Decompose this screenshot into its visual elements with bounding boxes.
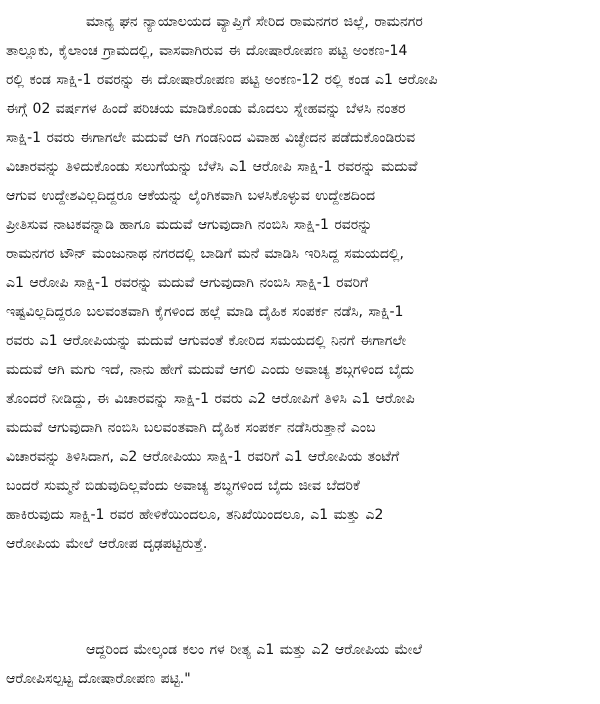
paragraph-1-line: ತೊಂದರೆ ನೀಡಿದ್ದು, ಈ ವಿಚಾರವನ್ನು ಸಾಕ್ಷಿ-1 ರವರು ಎ2 ಆರೋಪಿಗೆ ತಿಳಿಸಿ ಎ1 ಆರೋಪಿ: [6, 391, 415, 407]
paragraph-1-line: ರವರು ಎ1 ಆರೋಪಿಯನ್ನು ಮದುವೆ ಆಗುವಂತೆ ಕೋರಿದ ಸಮಯದಲ್ಲಿ ನಿನಗೆ ಈಗಾಗಲೇ: [6, 333, 407, 349]
paragraph-1-line: ಹಾಕಿರುವುದು ಸಾಕ್ಷಿ-1 ರವರ ಹೇಳಿಕೆಯಿಂದಲೂ, ತನಿಖೆಯಿಂದಲೂ, ಎ1 ಮತ್ತು ಎ2: [6, 507, 384, 523]
paragraph-1-line: ಎ1 ಆರೋಪಿ ಸಾಕ್ಷಿ-1 ರವರನ್ನು ಮದುವೆ ಆಗುವುದಾಗಿ ನಂಬಿಸಿ ಸಾಕ್ಷಿ-1 ರವರಿಗೆ: [6, 275, 369, 291]
paragraph-2-line: ಆರೋಪಿಸಲ್ಪಟ್ಟ ದೋಷಾರೋಪಣ ಪಟ್ಟಿ.": [6, 671, 191, 687]
paragraph-1-line: ಬಂದರೆ ಸುಮ್ಮನೆ ಬಿಡುವುದಿಲ್ಲವೆಂದು ಅವಾಚ್ಯ ಶಬ್ಧಗಳಿಂದ ಬೈದು ಜೀವ ಬೆದರಿಕೆ: [6, 478, 360, 494]
paragraph-1-line: ತಾಲ್ಲೂಕು, ಕೈಲಾಂಚ ಗ್ರಾಮದಲ್ಲಿ, ವಾಸವಾಗಿರುವ ಈ ದೋಷಾರೋಪಣ ಪಟ್ಟಿ ಅಂಕಣ-14: [6, 43, 408, 59]
paragraph-1-line: ಮಾನ್ಯ ಘನ ನ್ಯಾಯಾಲಯದ ವ್ಯಾಪ್ತಿಗೆ ಸೇರಿದ ರಾಮನಗರ ಜಿಲ್ಲೆ, ರಾಮನಗರ: [86, 14, 423, 30]
paragraph-1: [6, 8, 590, 559]
paragraph-1-line: ವಿಚಾರವನ್ನು ತಿಳಿಸಿದಾಗ, ಎ2 ಆರೋಪಿಯು ಸಾಕ್ಷಿ-1 ರವರಿಗೆ ಎ1 ಆರೋಪಿಯ ತಂಟೆಗೆ: [6, 449, 400, 465]
paragraph-1-line: ವಿಚಾರವನ್ನು ತಿಳಿದುಕೊಂಡು ಸಲುಗೆಯನ್ನು ಬೆಳೆಸಿ ಎ1 ಆರೋಪಿ ಸಾಕ್ಷಿ-1 ರವರನ್ನು ಮದುವೆ: [6, 159, 418, 175]
paragraph-1-line: ಪ್ರೀತಿಸುವ ನಾಟಕವನ್ನಾಡಿ ಹಾಗೂ ಮದುವೆ ಆಗುವುದಾಗಿ ನಂಬಿಸಿ ಸಾಕ್ಷಿ-1 ರವರನ್ನು: [6, 217, 373, 233]
paragraph-1-line: ಮದುವೆ ಆಗುವುದಾಗಿ ನಂಬಿಸಿ ಬಲವಂತವಾಗಿ ದೈಹಿಕ ಸಂಪರ್ಕ ನಡೆಸಿರುತ್ತಾನೆ ಎಂಬ: [6, 420, 376, 436]
paragraph-2-line: ಆದ್ದರಿಂದ ಮೇಲ್ಕಂಡ ಕಲಂ ಗಳ ರೀತ್ಯ ಎ1 ಮತ್ತು ಎ2 ಆರೋಪಿಯ ಮೇಲೆ: [86, 642, 423, 658]
paragraph-1-line: ಮದುವೆ ಆಗಿ ಮಗು ಇದೆ, ನಾನು ಹೇಗೆ ಮದುವೆ ಆಗಲಿ ಎಂದು ಅವಾಚ್ಯ ಶಬ್ಗಗಳಿಂದ ಬೈದು: [6, 362, 414, 378]
paragraph-1-line: ಆಗುವ ಉದ್ದೇಶವಿಲ್ಲದಿದ್ದರೂ ಆಕೆಯನ್ನು ಲೈಂಗಿಕವಾಗಿ ಬಳಸಿಕೊಳ್ಳುವ ಉದ್ದೇಶದಿಂದ: [6, 188, 376, 204]
paragraph-1-line: ಸಾಕ್ಷಿ-1 ರವರು ಈಗಾಗಲೇ ಮದುವೆ ಆಗಿ ಗಂಡನಿಂದ ವಿವಾಹ ವಿಚ್ಛೇದನ ಪಡೆದುಕೊಂಡಿರುವ: [6, 130, 416, 146]
paragraph-1-line: ಇಷ್ಟವಿಲ್ಲದಿದ್ದರೂ ಬಲವಂತವಾಗಿ ಕೈಗಳಿಂದ ಹಲ್ಲೆ ಮಾಡಿ ದೈಹಿಕ ಸಂಪರ್ಕ ನಡೆಸಿ, ಸಾಕ್ಷಿ-1: [6, 304, 404, 320]
paragraph-1-line: ರಲ್ಲಿ ಕಂಡ ಸಾಕ್ಷಿ-1 ರವರನ್ನು ಈ ದೋಷಾರೋಪಣ ಪಟ್ಟಿ ಅಂಕಣ-12 ರಲ್ಲಿ ಕಂಡ ಎ1 ಆರೋಪಿ: [6, 72, 438, 88]
paragraph-2: [6, 636, 590, 694]
paragraph-1-line: ಆರೋಪಿಯ ಮೇಲೆ ಆರೋಪ ದೃಢಪಟ್ಟಿರುತ್ತೆ.: [6, 536, 208, 552]
paragraph-1-line: ಈಗ್ಗೆ 02 ವರ್ಷಗಳ ಹಿಂದೆ ಪರಿಚಯ ಮಾಡಿಕೊಂಡು ಮೊದಲು ಸ್ನೇಹವನ್ನು ಬೆಳಸಿ ನಂತರ: [6, 101, 406, 117]
paragraph-1-line: ರಾಮನಗರ ಟೌನ್ ಮಂಜುನಾಥ ನಗರದಲ್ಲಿ ಬಾಡಿಗೆ ಮನೆ ಮಾಡಿಸಿ ಇರಿಸಿದ್ದ ಸಮಯದಲ್ಲಿ,: [6, 246, 404, 262]
